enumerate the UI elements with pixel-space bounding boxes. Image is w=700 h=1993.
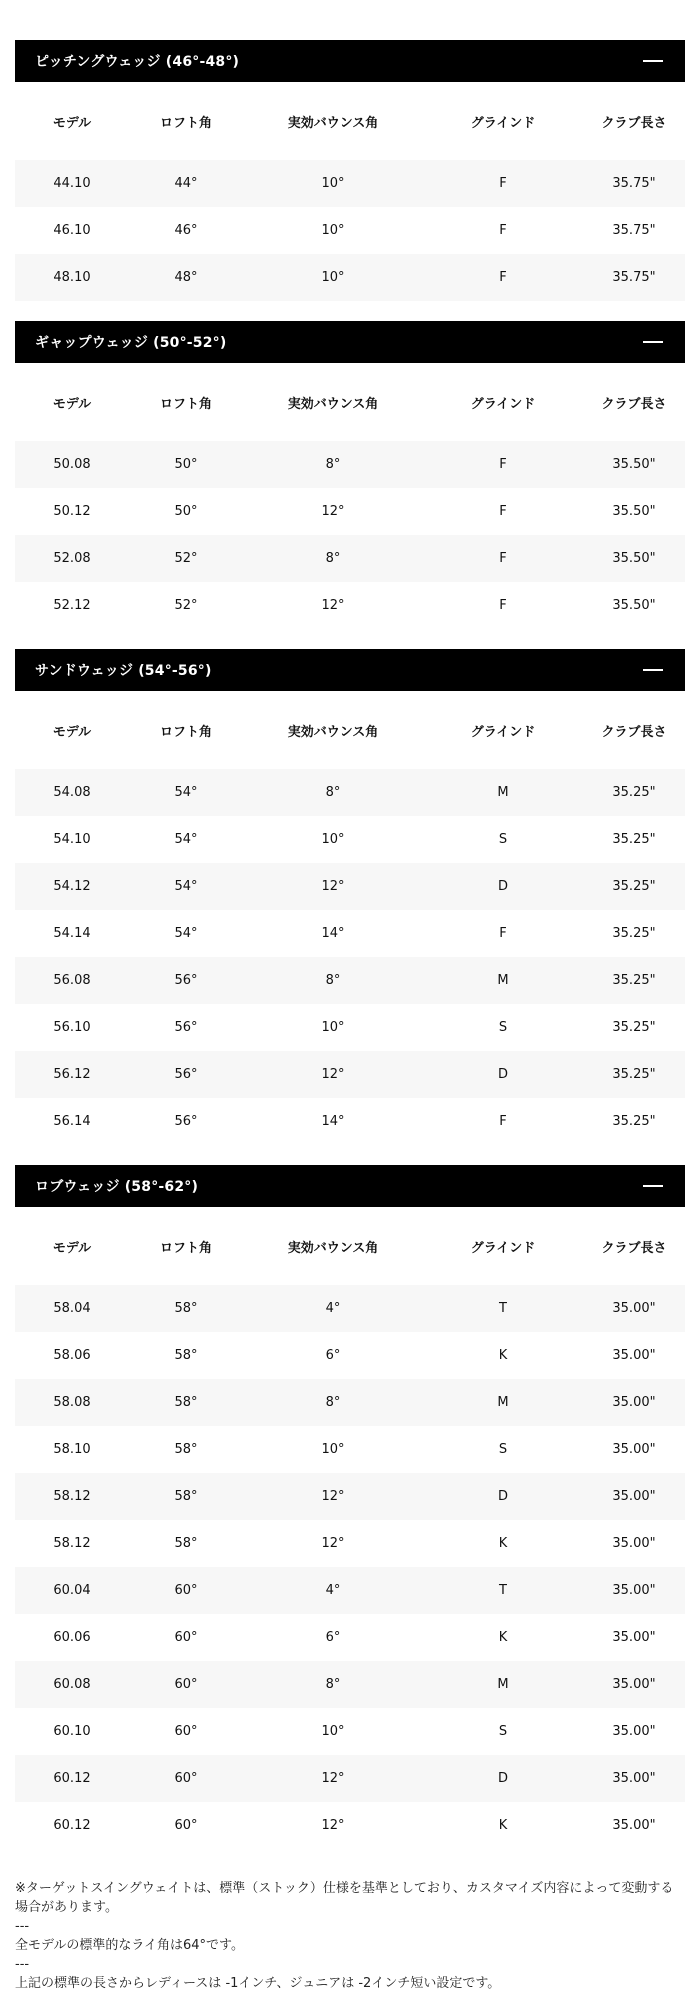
- table-row: [15, 1004, 685, 1051]
- cell-grind: F: [499, 926, 507, 941]
- table-header-row: [15, 691, 685, 769]
- column-header-model: モデル: [52, 115, 92, 131]
- cell-grind: D: [423, 1755, 583, 1802]
- cell-length: 35.25": [583, 769, 685, 816]
- cell-grind: F: [499, 1114, 507, 1129]
- cell-grind: F: [423, 160, 583, 207]
- cell-length: 35.50": [583, 535, 685, 582]
- cell-loft: 58°: [129, 1379, 243, 1426]
- cell-grind: F: [423, 441, 583, 488]
- section-header[interactable]: [15, 40, 685, 82]
- cell-loft: 60°: [129, 1567, 243, 1614]
- cell-grind: F: [499, 504, 507, 519]
- cell-grind: M: [423, 957, 583, 1004]
- spec-table: [15, 363, 685, 629]
- cell-length: 35.25": [583, 957, 685, 1004]
- table-row: [15, 910, 685, 957]
- note-separator: ---: [15, 1957, 30, 1972]
- collapse-button[interactable]: [641, 49, 665, 73]
- cell-grind: K: [498, 1818, 508, 1833]
- cell-bounce: 10°: [321, 1724, 345, 1739]
- cell-bounce: 12°: [321, 1536, 345, 1551]
- cell-model: 54.12: [15, 863, 129, 910]
- cell-loft: 58°: [174, 1442, 198, 1457]
- cell-length: 35.00": [583, 1661, 685, 1708]
- cell-loft: 50°: [129, 441, 243, 488]
- cell-model: 56.12: [15, 1051, 129, 1098]
- table-row: [15, 1426, 685, 1473]
- spec-table: [15, 1207, 685, 1849]
- cell-model: 58.04: [15, 1285, 129, 1332]
- table-header-row: [15, 82, 685, 160]
- minus-icon: [643, 669, 663, 671]
- cell-loft: 56°: [129, 1051, 243, 1098]
- cell-model: 56.10: [53, 1020, 91, 1035]
- cell-grind: D: [423, 863, 583, 910]
- cell-loft: 54°: [174, 832, 198, 847]
- spec-table: [15, 691, 685, 1145]
- table-row: [15, 1473, 685, 1520]
- table-row: [15, 1567, 685, 1614]
- cell-bounce: 14°: [321, 1114, 345, 1129]
- cell-grind: M: [423, 1379, 583, 1426]
- table-row: [15, 441, 685, 488]
- table-row: [15, 1520, 685, 1567]
- cell-bounce: 12°: [243, 1755, 423, 1802]
- cell-length: 35.00": [612, 1442, 656, 1457]
- collapse-button[interactable]: [641, 658, 665, 682]
- collapse-button[interactable]: [641, 1174, 665, 1198]
- cell-bounce: 8°: [243, 1661, 423, 1708]
- cell-length: 35.00": [583, 1755, 685, 1802]
- cell-loft: 60°: [129, 1661, 243, 1708]
- cell-bounce: 8°: [243, 957, 423, 1004]
- cell-model: 56.14: [53, 1114, 91, 1129]
- minus-icon: [643, 341, 663, 343]
- note-separator: ---: [15, 1919, 30, 1934]
- table-row: [15, 1661, 685, 1708]
- column-header-model: モデル: [52, 1240, 92, 1256]
- cell-length: 35.25": [612, 926, 656, 941]
- cell-length: 35.00": [612, 1348, 656, 1363]
- cell-length: 35.75": [583, 254, 685, 301]
- section-title: ギャップウェッジ (50°-52°): [35, 335, 227, 351]
- cell-length: 35.00": [612, 1724, 656, 1739]
- cell-model: 60.12: [15, 1755, 129, 1802]
- cell-length: 35.50": [612, 504, 656, 519]
- cell-length: 35.75": [583, 160, 685, 207]
- cell-grind: K: [498, 1630, 508, 1645]
- cell-bounce: 10°: [321, 1020, 345, 1035]
- spec-table: [15, 82, 685, 301]
- cell-model: 58.06: [53, 1348, 91, 1363]
- minus-icon: [643, 60, 663, 62]
- cell-model: 58.08: [15, 1379, 129, 1426]
- column-header-length: クラブ長さ: [601, 724, 667, 740]
- column-header-length: クラブ長さ: [601, 115, 667, 131]
- cell-length: 35.00": [583, 1473, 685, 1520]
- cell-bounce: 12°: [321, 1818, 345, 1833]
- section-title: ピッチングウェッジ (46°-48°): [35, 54, 240, 70]
- cell-model: 54.10: [53, 832, 91, 847]
- cell-model: 58.10: [53, 1442, 91, 1457]
- cell-loft: 58°: [174, 1348, 198, 1363]
- cell-model: 54.08: [15, 769, 129, 816]
- cell-length: 35.25": [583, 1051, 685, 1098]
- cell-loft: 44°: [129, 160, 243, 207]
- cell-length: 35.00": [583, 1379, 685, 1426]
- gap-wedge-section: [15, 321, 685, 629]
- cell-model: 48.10: [15, 254, 129, 301]
- cell-model: 60.08: [15, 1661, 129, 1708]
- cell-grind: F: [499, 223, 507, 238]
- cell-grind: D: [423, 1051, 583, 1098]
- column-header-model: モデル: [52, 724, 92, 740]
- cell-grind: F: [423, 535, 583, 582]
- cell-length: 35.50": [583, 441, 685, 488]
- cell-loft: 54°: [174, 926, 198, 941]
- cell-model: 46.10: [53, 223, 91, 238]
- cell-bounce: 6°: [325, 1348, 341, 1363]
- cell-grind: K: [498, 1348, 508, 1363]
- cell-bounce: 10°: [243, 254, 423, 301]
- cell-model: 60.06: [53, 1630, 91, 1645]
- cell-loft: 56°: [174, 1020, 198, 1035]
- cell-loft: 58°: [129, 1285, 243, 1332]
- cell-model: 50.12: [53, 504, 91, 519]
- section-title: サンドウェッジ (54°-56°): [35, 663, 212, 679]
- cell-loft: 58°: [129, 1473, 243, 1520]
- column-header-bounce: 実効バウンス角: [287, 1240, 379, 1256]
- cell-grind: T: [423, 1567, 583, 1614]
- cell-model: 54.14: [53, 926, 91, 941]
- cell-grind: K: [498, 1536, 508, 1551]
- cell-length: 35.50": [612, 598, 656, 613]
- cell-loft: 60°: [174, 1630, 198, 1645]
- cell-grind: S: [498, 1724, 508, 1739]
- table-header-row: [15, 363, 685, 441]
- cell-grind: S: [498, 1020, 508, 1035]
- cell-grind: S: [498, 832, 508, 847]
- column-header-grind: グラインド: [470, 1240, 536, 1256]
- table-row: [15, 1098, 685, 1145]
- minus-icon: [643, 1185, 663, 1187]
- column-header-grind: グラインド: [470, 396, 536, 412]
- cell-length: 35.00": [612, 1536, 656, 1551]
- table-row: [15, 1285, 685, 1332]
- cell-length: 35.00": [612, 1630, 656, 1645]
- column-header-bounce: 実効バウンス角: [287, 396, 379, 412]
- cell-model: 58.12: [15, 1473, 129, 1520]
- cell-grind: F: [423, 254, 583, 301]
- table-row: [15, 1614, 685, 1661]
- sand-wedge-section: [15, 649, 685, 1145]
- cell-length: 35.75": [612, 223, 656, 238]
- cell-bounce: 8°: [243, 769, 423, 816]
- cell-loft: 52°: [129, 535, 243, 582]
- table-row: [15, 769, 685, 816]
- cell-loft: 46°: [174, 223, 198, 238]
- cell-bounce: 4°: [243, 1567, 423, 1614]
- table-row: [15, 1379, 685, 1426]
- cell-bounce: 8°: [243, 1379, 423, 1426]
- cell-bounce: 10°: [321, 223, 345, 238]
- footnotes: [15, 1869, 685, 1993]
- note-swingweight: ※ターゲットスイングウェイトは、標準（ストック）仕様を基準としており、カスタマイズ内容によって変動する場合があります。: [15, 1881, 674, 1915]
- wedge-spec-sections: [15, 40, 685, 1849]
- cell-bounce: 12°: [321, 504, 345, 519]
- cell-bounce: 10°: [321, 1442, 345, 1457]
- cell-bounce: 10°: [321, 832, 345, 847]
- cell-length: 35.25": [612, 832, 656, 847]
- cell-bounce: 10°: [243, 160, 423, 207]
- cell-model: 60.10: [53, 1724, 91, 1739]
- cell-loft: 56°: [174, 1114, 198, 1129]
- cell-bounce: 12°: [243, 863, 423, 910]
- cell-grind: D: [423, 1473, 583, 1520]
- cell-bounce: 6°: [325, 1630, 341, 1645]
- pitching-wedge-section: [15, 40, 685, 301]
- section-header[interactable]: [15, 649, 685, 691]
- table-row: [15, 535, 685, 582]
- table-row: [15, 1755, 685, 1802]
- cell-bounce: 14°: [321, 926, 345, 941]
- cell-grind: F: [499, 598, 507, 613]
- column-header-grind: グラインド: [470, 115, 536, 131]
- cell-loft: 48°: [129, 254, 243, 301]
- cell-grind: T: [423, 1285, 583, 1332]
- table-row: [15, 1051, 685, 1098]
- table-row: [15, 863, 685, 910]
- section-header[interactable]: [15, 321, 685, 363]
- column-header-loft: ロフト角: [159, 396, 212, 412]
- lob-wedge-section: [15, 1165, 685, 1849]
- cell-bounce: 12°: [321, 598, 345, 613]
- cell-bounce: 12°: [243, 1051, 423, 1098]
- cell-loft: 52°: [174, 598, 198, 613]
- table-row: [15, 254, 685, 301]
- collapse-button[interactable]: [641, 330, 665, 354]
- cell-grind: M: [423, 769, 583, 816]
- cell-model: 56.08: [15, 957, 129, 1004]
- cell-loft: 56°: [129, 957, 243, 1004]
- table-row: [15, 160, 685, 207]
- cell-model: 52.08: [15, 535, 129, 582]
- column-header-loft: ロフト角: [159, 724, 212, 740]
- section-title: ロブウェッジ (58°-62°): [35, 1179, 199, 1195]
- table-row: [15, 488, 685, 535]
- table-row: [15, 1708, 685, 1755]
- table-row: [15, 1332, 685, 1379]
- cell-loft: 54°: [129, 863, 243, 910]
- cell-loft: 60°: [174, 1818, 198, 1833]
- column-header-bounce: 実効バウンス角: [287, 115, 379, 131]
- column-header-loft: ロフト角: [159, 1240, 212, 1256]
- column-header-bounce: 実効バウンス角: [287, 724, 379, 740]
- cell-loft: 58°: [174, 1536, 198, 1551]
- cell-loft: 50°: [174, 504, 198, 519]
- cell-length: 35.00": [612, 1818, 656, 1833]
- cell-model: 52.12: [53, 598, 91, 613]
- cell-loft: 60°: [174, 1724, 198, 1739]
- cell-bounce: 8°: [243, 535, 423, 582]
- column-header-grind: グラインド: [470, 724, 536, 740]
- cell-length: 35.00": [583, 1285, 685, 1332]
- cell-bounce: 8°: [243, 441, 423, 488]
- note-length: 上記の標準の長さからレディースは -1インチ、ジュニアは -2インチ短い設定です。: [15, 1976, 501, 1991]
- cell-length: 35.25": [612, 1020, 656, 1035]
- note-lie-angle: 全モデルの標準的なライ角は64°です。: [15, 1938, 244, 1953]
- column-header-loft: ロフト角: [159, 115, 212, 131]
- table-row: [15, 582, 685, 629]
- section-header[interactable]: [15, 1165, 685, 1207]
- cell-length: 35.25": [612, 1114, 656, 1129]
- column-header-length: クラブ長さ: [601, 396, 667, 412]
- table-header-row: [15, 1207, 685, 1285]
- cell-grind: M: [423, 1661, 583, 1708]
- cell-model: 60.04: [15, 1567, 129, 1614]
- cell-loft: 54°: [129, 769, 243, 816]
- cell-bounce: 12°: [243, 1473, 423, 1520]
- cell-model: 60.12: [53, 1818, 91, 1833]
- cell-loft: 60°: [129, 1755, 243, 1802]
- cell-model: 50.08: [15, 441, 129, 488]
- cell-model: 58.12: [53, 1536, 91, 1551]
- cell-bounce: 4°: [243, 1285, 423, 1332]
- cell-length: 35.00": [583, 1567, 685, 1614]
- cell-model: 44.10: [15, 160, 129, 207]
- cell-length: 35.25": [583, 863, 685, 910]
- cell-grind: S: [498, 1442, 508, 1457]
- table-row: [15, 816, 685, 863]
- table-row: [15, 1802, 685, 1849]
- table-row: [15, 957, 685, 1004]
- table-row: [15, 207, 685, 254]
- column-header-length: クラブ長さ: [601, 1240, 667, 1256]
- column-header-model: モデル: [52, 396, 92, 412]
